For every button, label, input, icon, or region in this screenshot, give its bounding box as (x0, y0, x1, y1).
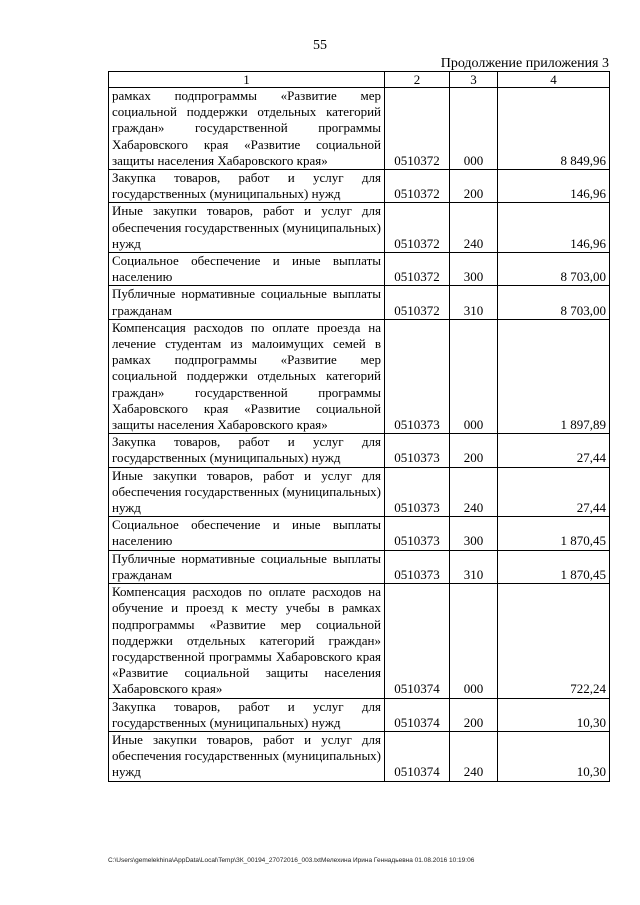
row-name-cell: Иные закупки товаров, работ и услуг для обеспечения государственных (муниципальных) нужд (109, 467, 385, 517)
row-type-cell: 000 (450, 319, 498, 433)
row-type-cell: 200 (450, 434, 498, 467)
row-type-cell: 300 (450, 517, 498, 550)
row-type-cell: 310 (450, 286, 498, 319)
header-col-2: 2 (385, 72, 450, 88)
table-row (109, 584, 610, 698)
table-body (109, 88, 610, 782)
row-type-cell: 240 (450, 731, 498, 781)
row-code-cell: 0510373 (385, 434, 450, 467)
budget-table (108, 71, 610, 782)
row-code-cell: 0510374 (385, 731, 450, 781)
row-code-cell: 0510372 (385, 170, 450, 203)
table-row (109, 88, 610, 170)
row-amount-cell: 8 703,00 (498, 253, 610, 286)
table-row (109, 319, 610, 433)
row-name-cell: Социальное обеспечение и иные выплаты населению (109, 517, 385, 550)
row-type-cell: 200 (450, 698, 498, 731)
row-code-cell: 0510373 (385, 517, 450, 550)
row-amount-cell: 1 897,89 (498, 319, 610, 433)
table-row (109, 517, 610, 550)
row-name-cell: Закупка товаров, работ и услуг для государственных (муниципальных) нужд (109, 698, 385, 731)
row-name-cell: Компенсация расходов по оплате расходов на обучение и проезд к месту учебы в рамках подпрограммы «Развитие мер социальной поддержки отдельных категорий граждан» государственной программы Хабаровского края «Развитие социальной защиты населения Хабаровского края» (109, 584, 385, 698)
row-name-cell: Иные закупки товаров, работ и услуг для обеспечения государственных (муниципальных) нужд (109, 731, 385, 781)
continuation-label: Продолжение приложения 3 (440, 56, 609, 71)
row-type-cell: 300 (450, 253, 498, 286)
row-type-cell: 240 (450, 203, 498, 253)
row-name-cell: Публичные нормативные социальные выплаты гражданам (109, 286, 385, 319)
row-code-cell: 0510373 (385, 550, 450, 583)
row-amount-cell: 1 870,45 (498, 550, 610, 583)
table-row (109, 170, 610, 203)
row-code-cell: 0510372 (385, 88, 450, 170)
row-name-cell: Закупка товаров, работ и услуг для государственных (муниципальных) нужд (109, 170, 385, 203)
row-type-cell: 000 (450, 584, 498, 698)
row-amount-cell: 27,44 (498, 434, 610, 467)
row-amount-cell: 722,24 (498, 584, 610, 698)
row-name-cell: рамках подпрограммы «Развитие мер социальной поддержки отдельных категорий граждан» государственной программы Хабаровского края «Развитие социальной защиты населения Хабаровского края» (109, 88, 385, 170)
row-type-cell: 200 (450, 170, 498, 203)
row-code-cell: 0510373 (385, 467, 450, 517)
row-code-cell: 0510373 (385, 319, 450, 433)
row-name-cell: Компенсация расходов по оплате проезда на лечение студентам из малоимущих семей в рамках подпрограммы «Развитие мер социальной поддержки отдельных категорий граждан» государственной программы Хабаровского края «Развитие социальной защиты населения Хабаровского края» (109, 319, 385, 433)
header-col-1: 1 (109, 72, 385, 88)
row-code-cell: 0510372 (385, 203, 450, 253)
row-amount-cell: 10,30 (498, 698, 610, 731)
row-amount-cell: 27,44 (498, 467, 610, 517)
table-row (109, 731, 610, 781)
table-row (109, 698, 610, 731)
row-name-cell: Публичные нормативные социальные выплаты гражданам (109, 550, 385, 583)
row-amount-cell: 1 870,45 (498, 517, 610, 550)
row-code-cell: 0510374 (385, 698, 450, 731)
row-code-cell: 0510372 (385, 286, 450, 319)
header-col-3: 3 (450, 72, 498, 88)
table-row (109, 550, 610, 583)
row-name-cell: Иные закупки товаров, работ и услуг для обеспечения государственных (муниципальных) нужд (109, 203, 385, 253)
table-row (109, 253, 610, 286)
row-code-cell: 0510374 (385, 584, 450, 698)
row-type-cell: 240 (450, 467, 498, 517)
table-row (109, 203, 610, 253)
header-row (109, 72, 610, 88)
row-code-cell: 0510372 (385, 253, 450, 286)
table-row (109, 434, 610, 467)
row-amount-cell: 146,96 (498, 203, 610, 253)
row-amount-cell: 10,30 (498, 731, 610, 781)
table-row (109, 286, 610, 319)
row-amount-cell: 8 703,00 (498, 286, 610, 319)
row-type-cell: 000 (450, 88, 498, 170)
row-amount-cell: 8 849,96 (498, 88, 610, 170)
row-amount-cell: 146,96 (498, 170, 610, 203)
row-name-cell: Социальное обеспечение и иные выплаты населению (109, 253, 385, 286)
row-type-cell: 310 (450, 550, 498, 583)
footer-path: C:\Users\gemelekhina\AppData\Local\Temp\ЗК_00194_27072016_003.txtМелехина Ирина Геннадьевна 01.08.2016 10:19:06 (108, 857, 475, 864)
header-col-4: 4 (498, 72, 610, 88)
row-name-cell: Закупка товаров, работ и услуг для государственных (муниципальных) нужд (109, 434, 385, 467)
table-row (109, 467, 610, 517)
page-number: 55 (313, 38, 327, 53)
